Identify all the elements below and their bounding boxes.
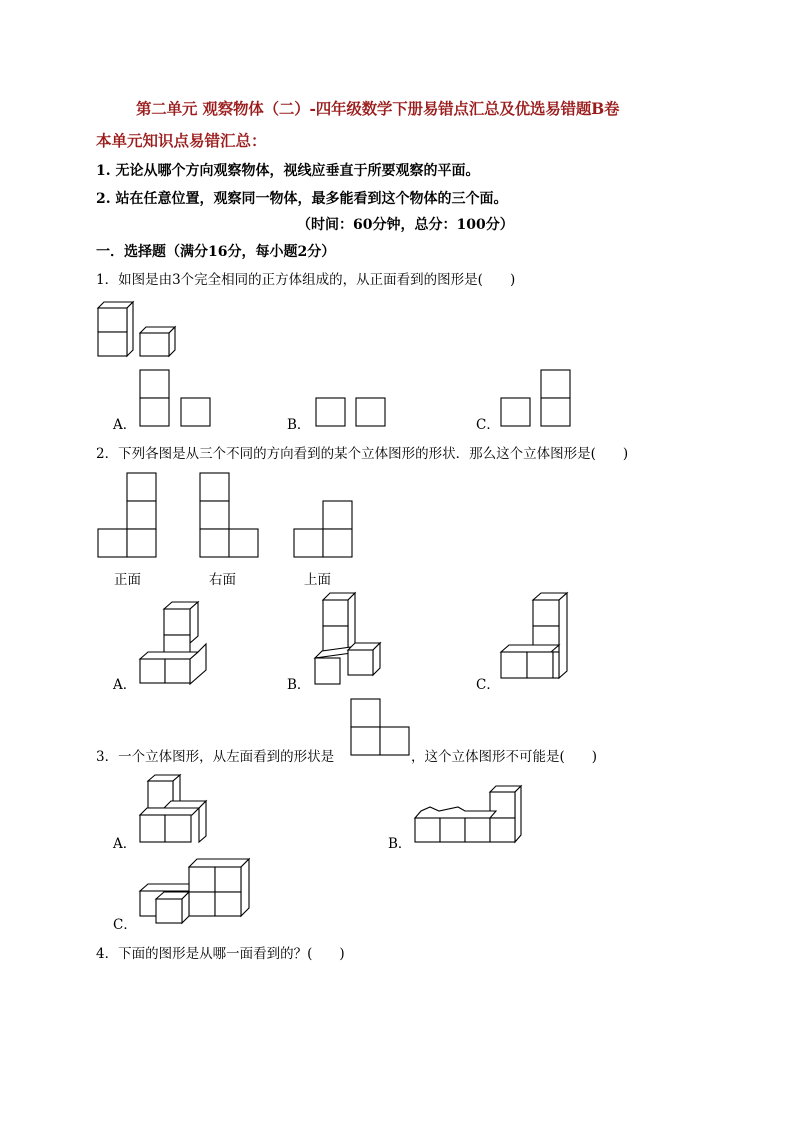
- q1-option-a-figure: [139, 369, 214, 429]
- q2-option-c-figure: [500, 592, 572, 688]
- q3-left-view: [350, 698, 412, 760]
- page-title: 第二单元 观察物体（二）-四年级数学下册易错点汇总及优选易错题B卷: [136, 99, 620, 118]
- question-3-before: 3．一个立体图形，从左面看到的形状是: [96, 749, 335, 765]
- q2-option-b[interactable]: B．: [287, 677, 311, 693]
- q2-view-label-right: 右面: [209, 572, 236, 588]
- q2-option-b-figure: [314, 592, 386, 688]
- q3-option-b[interactable]: B．: [388, 836, 412, 852]
- q2-top-view: [293, 500, 355, 560]
- q1-option-c[interactable]: C．: [476, 417, 500, 433]
- question-3-after: ，这个立体图形不可能是( ): [411, 749, 598, 765]
- q3-option-a-figure: [139, 774, 211, 846]
- q1-figure: [96, 298, 186, 362]
- q2-option-c[interactable]: C．: [476, 677, 500, 693]
- section-heading: 本单元知识点易错汇总：: [96, 131, 267, 150]
- q2-option-a-figure: [139, 600, 211, 688]
- q3-option-c-figure: [139, 857, 251, 929]
- part-one-heading: 一．选择题（满分16分，每小题2分）: [96, 244, 336, 260]
- q2-view-label-top: 上面: [304, 572, 331, 588]
- point-2: 2. 站在任意位置，观察同一物体，最多能看到这个物体的三个面。: [96, 191, 508, 207]
- q2-right-view: [199, 472, 261, 560]
- q3-option-b-figure: [414, 782, 526, 844]
- q1-option-a[interactable]: A．: [113, 417, 137, 433]
- q1-option-c-figure: [500, 369, 575, 429]
- q2-option-a[interactable]: A．: [113, 677, 137, 693]
- point-1: 1. 无论从哪个方向观察物体，视线应垂直于所要观察的平面。: [96, 163, 480, 179]
- question-4: 4．下面的图形是从哪一面看到的？( ): [96, 946, 345, 962]
- time-info: （时间：60分钟，总分：100分）: [297, 217, 514, 233]
- q1-option-b-figure: [315, 397, 390, 429]
- question-2: 2．下列各图是从三个不同的方向看到的某个立体图形的形状．那么这个立体图形是( ): [96, 446, 629, 462]
- q2-view-label-front: 正面: [114, 572, 141, 588]
- q3-option-a[interactable]: A．: [113, 836, 137, 852]
- q3-option-c[interactable]: C．: [113, 917, 137, 933]
- q2-front-view: [97, 472, 159, 560]
- question-1: 1．如图是由3个完全相同的正方体组成的，从正面看到的图形是( ): [96, 272, 516, 288]
- q1-option-b[interactable]: B．: [287, 417, 311, 433]
